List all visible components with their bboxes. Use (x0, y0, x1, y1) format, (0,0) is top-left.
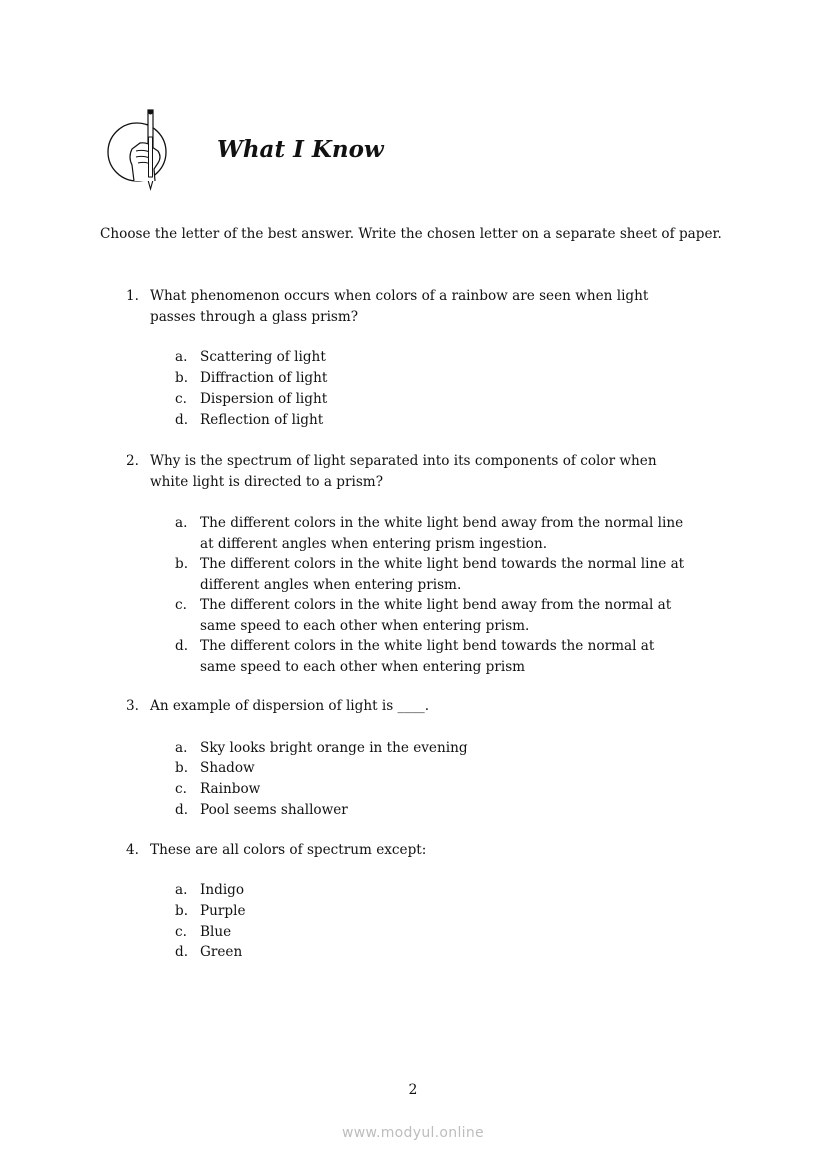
option-letter: a. (175, 882, 188, 898)
option-text (200, 347, 326, 368)
section-title: What I Know (217, 136, 384, 163)
option-text (200, 901, 246, 922)
option-letter: d. (175, 412, 189, 428)
question-line: Why is the spectrum of light separated into its components of color when (150, 453, 657, 469)
question-line: What phenomenon occurs when colors of a rainbow are seen when light (150, 288, 649, 304)
option-letter: b. (175, 370, 189, 386)
option-letter: a. (175, 740, 188, 756)
question-text (150, 840, 426, 861)
watermark: www.modyul.online (342, 1125, 484, 1141)
question-line: white light is directed to a prism? (150, 473, 383, 490)
instructions: Choose the letter of the best answer. Write the chosen letter on a separate sheet of paper. (100, 226, 722, 242)
option-text (200, 758, 255, 779)
option-line: The different colors in the white light bend towards the normal line at (200, 556, 685, 572)
option-text (200, 389, 327, 410)
option-letter: c. (175, 924, 187, 940)
option-line: same speed to each other when entering prism (200, 658, 526, 675)
question-number: 2. (126, 453, 139, 469)
question-line: An example of dispersion of light is ____. (150, 698, 430, 714)
option-letter: d. (175, 638, 189, 654)
option-text (200, 922, 231, 943)
option-text (200, 513, 683, 554)
option-line: Green (200, 944, 243, 960)
page-number: 2 (408, 1082, 418, 1098)
option-letter: b. (175, 556, 189, 572)
option-text (200, 880, 244, 901)
question-number: 4. (126, 842, 139, 858)
option-text (200, 942, 242, 963)
question-text (150, 451, 657, 492)
option-text (200, 368, 327, 389)
option-line: Indigo (200, 882, 245, 898)
option-text (200, 738, 468, 759)
option-letter: c. (175, 781, 187, 797)
option-letter: d. (175, 944, 189, 960)
option-line: Blue (200, 924, 232, 940)
option-line: different angles when entering prism. (200, 576, 462, 593)
option-line: The different colors in the white light bend away from the normal line (200, 515, 684, 531)
question-line: These are all colors of spectrum except: (150, 842, 427, 858)
option-line: The different colors in the white light bend towards the normal at (200, 638, 655, 654)
option-line: at different angles when entering prism ingestion. (200, 535, 548, 552)
question-text (150, 286, 648, 327)
question-line: passes through a glass prism? (150, 308, 359, 325)
option-line: Shadow (200, 760, 255, 776)
option-text (200, 410, 323, 431)
option-text (200, 595, 671, 636)
option-line: Pool seems shallower (200, 802, 348, 818)
option-text (200, 636, 654, 677)
option-line: Reflection of light (200, 412, 324, 428)
question-text (150, 696, 429, 717)
option-line: Scattering of light (200, 349, 326, 365)
option-letter: d. (175, 802, 189, 818)
option-letter: b. (175, 903, 189, 919)
option-line: Sky looks bright orange in the evening (200, 740, 468, 756)
option-letter: a. (175, 349, 188, 365)
option-letter: c. (175, 597, 187, 613)
option-line: Purple (200, 903, 246, 919)
option-text (200, 779, 260, 800)
question-number: 1. (126, 288, 139, 304)
option-letter: c. (175, 391, 187, 407)
option-line: same speed to each other when entering prism. (200, 617, 530, 634)
question-number: 3. (126, 698, 139, 714)
option-letter: a. (175, 515, 188, 531)
option-line: Rainbow (200, 781, 261, 797)
option-letter: b. (175, 760, 189, 776)
option-text (200, 800, 348, 821)
option-text (200, 554, 684, 595)
option-line: The different colors in the white light bend away from the normal at (200, 597, 672, 613)
hand-holding-pencil-icon (106, 107, 168, 201)
option-line: Diffraction of light (200, 370, 328, 386)
option-line: Dispersion of light (200, 391, 328, 407)
